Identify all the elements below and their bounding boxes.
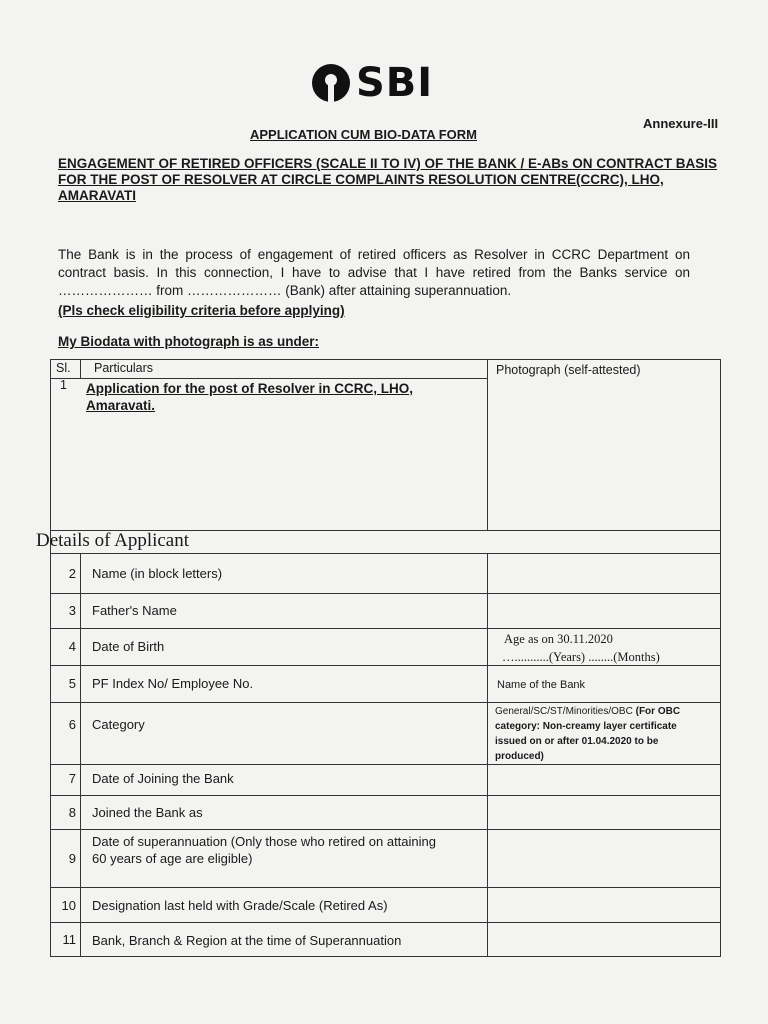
page-heading: ENGAGEMENT OF RETIRED OFFICERS (SCALE II TO IV) OF THE BANK / E-ABs ON CONTRACT BASIS FOR THE POST OF RESOLVER AT CIRCLE COMPLAINTS RESOLUTION CENTRE(CCRC), LHO, AMARAVATI [58, 156, 718, 203]
row-7-number: 7 [68, 771, 76, 786]
row-6-label: Category [92, 717, 145, 732]
row-1-application-post: Application for the post of Resolver in CCRC, LHO, Amaravati. [86, 381, 414, 413]
row-4-label: Date of Birth [92, 639, 165, 654]
row-5-number: 5 [68, 676, 76, 691]
logo-text: SBI [356, 60, 434, 106]
row-6-number: 6 [68, 717, 76, 732]
name-of-bank-label: Name of the Bank [497, 679, 586, 691]
biodata-heading: My Biodata with photograph is as under: [58, 334, 320, 349]
row-11-number: 11 [62, 932, 76, 947]
row-9-label: Date of superannuation (Only those who retired on attaining 60 years of age are eligible) [92, 834, 436, 866]
row-4-number: 4 [68, 639, 76, 654]
sbi-keyhole-icon [310, 62, 352, 104]
row-9-number: 9 [68, 851, 76, 866]
row-10-number: 10 [61, 898, 76, 913]
row-2-label: Name (in block letters) [92, 566, 223, 581]
annexure-label: Annexure-III [643, 116, 719, 131]
intro-paragraph: The Bank is in the process of engagement of retired officers as Resolver in CCRC Department on contract basis. In this connection, I have to advise that I have retired from the Banks service on ………………… from ………………… (Bank) after attaining superannuation. [58, 247, 690, 298]
category-options: General/SC/ST/Minorities/OBC [495, 706, 636, 717]
row-7-label: Date of Joining the Bank [92, 771, 234, 786]
obc-certificate-note: (For OBC category: Non-creamy layer certificate issued on or after 01.04.2020 to be produced) [495, 706, 681, 762]
details-of-applicant-heading: Details of Applicant [36, 530, 190, 551]
eligibility-note: (Pls check eligibility criteria before applying) [58, 303, 345, 318]
row-8-label: Joined the Bank as [92, 805, 203, 820]
sbi-logo [310, 62, 470, 104]
row-3-label: Father's Name [92, 603, 177, 618]
row-3-number: 3 [68, 603, 76, 618]
row-8-number: 8 [68, 805, 76, 820]
age-years-months: …...........(Years) ........(Months) [502, 650, 660, 664]
col-sl-header: Sl. [56, 361, 71, 375]
row-11-label: Bank, Branch & Region at the time of Superannuation [92, 933, 402, 948]
row-1-number: 1 [60, 378, 67, 392]
col-particulars-header: Particulars [94, 361, 154, 375]
form-title: APPLICATION CUM BIO-DATA FORM [250, 127, 477, 142]
row-10-label: Designation last held with Grade/Scale (Retired As) [92, 898, 388, 913]
col-photo-header: Photograph (self-attested) [496, 363, 641, 377]
row-2-number: 2 [68, 566, 76, 581]
category-note [495, 704, 705, 764]
row-5-label: PF Index No/ Employee No. [92, 676, 254, 691]
age-as-on-label: Age as on 30.11.2020 [504, 632, 613, 646]
